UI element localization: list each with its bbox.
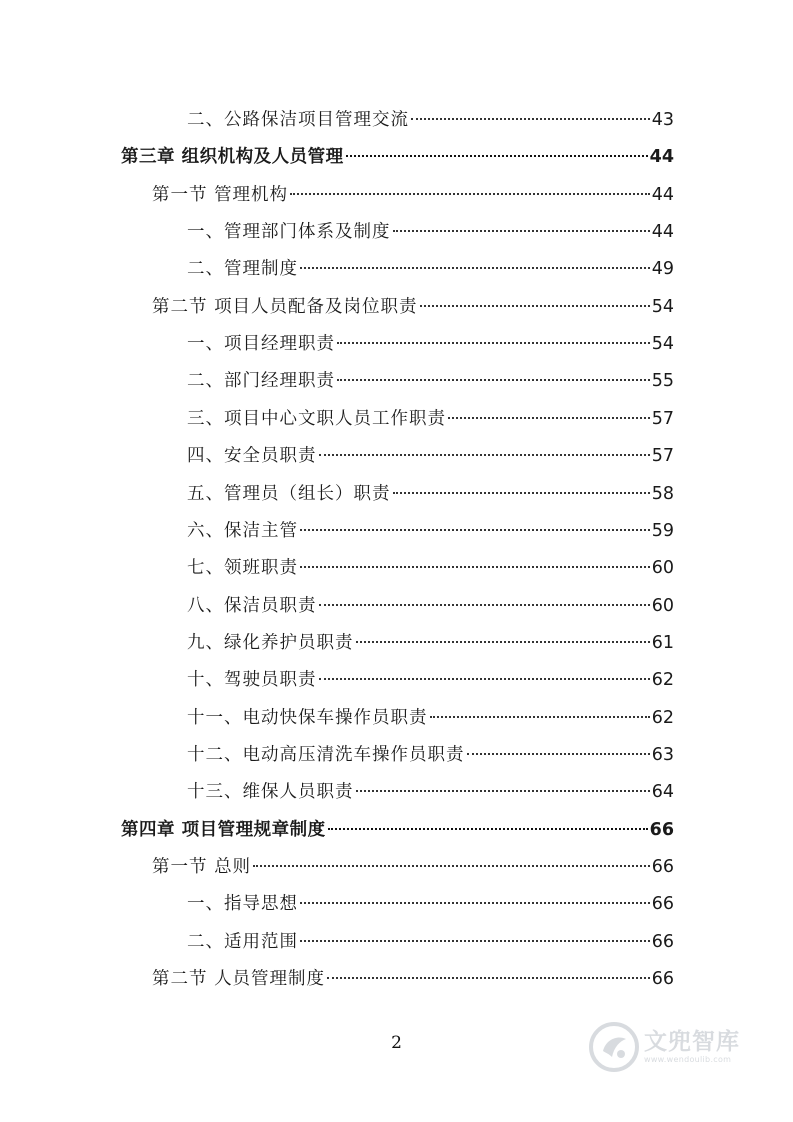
toc-entry-label: 第二节 项目人员配备及岗位职责	[152, 296, 418, 317]
toc-entry-page: 63	[651, 744, 674, 765]
toc-dot-leader	[411, 118, 650, 120]
toc-entry-label: 三、项目中心文职人员工作职责	[187, 408, 446, 429]
toc-entry-page: 57	[651, 408, 674, 429]
toc-entry-page: 66	[651, 931, 674, 952]
toc-dot-leader	[430, 716, 650, 718]
toc-entry-label: 第二节 人员管理制度	[152, 969, 326, 990]
watermark-name: 文兜智库	[644, 1029, 740, 1055]
toc-entry-label: 八、保洁员职责	[187, 595, 317, 616]
toc-entry[interactable]	[187, 482, 674, 506]
toc-dot-leader	[290, 193, 650, 195]
toc-entry[interactable]	[187, 743, 674, 767]
toc-entry-label: 十三、维保人员职责	[187, 782, 354, 803]
toc-dot-leader	[393, 230, 650, 232]
toc-entry[interactable]	[187, 220, 674, 244]
toc-entry-page: 66	[651, 894, 674, 915]
toc-entry-label: 一、项目经理职责	[187, 334, 335, 355]
toc-dot-leader	[337, 342, 650, 344]
toc-entry-page: 57	[651, 446, 674, 467]
toc-dot-leader	[346, 155, 648, 157]
toc-entry-label: 第一节 管理机构	[152, 184, 289, 205]
toc-entry[interactable]	[187, 369, 674, 393]
toc-entry-page: 62	[651, 707, 674, 728]
toc-dot-leader	[253, 865, 650, 867]
toc-dot-leader	[300, 529, 650, 531]
toc-entry[interactable]	[187, 930, 674, 954]
toc-dot-leader	[300, 566, 650, 568]
toc-entry-page: 44	[651, 222, 674, 243]
toc-entry-page: 66	[649, 819, 674, 840]
watermark	[588, 1020, 778, 1074]
toc-dot-leader	[356, 790, 650, 792]
toc-entry-label: 五、管理员（组长）职责	[187, 483, 391, 504]
toc-dot-leader	[337, 379, 650, 381]
toc-entry[interactable]	[152, 967, 674, 991]
toc-dot-leader	[467, 753, 650, 755]
toc-dot-leader	[420, 305, 650, 307]
toc-entry-page: 62	[651, 670, 674, 691]
toc-entry-label: 一、管理部门体系及制度	[187, 222, 391, 243]
toc-entry-label: 四、安全员职责	[187, 446, 317, 467]
toc-entry-label: 二、公路保洁项目管理交流	[187, 110, 409, 130]
toc-dot-leader	[300, 267, 650, 269]
toc-entry[interactable]	[187, 631, 674, 655]
toc-entry-page: 60	[651, 558, 674, 579]
toc-entry-page: 64	[651, 782, 674, 803]
toc-entry[interactable]	[152, 183, 674, 207]
toc-entry[interactable]	[187, 332, 674, 356]
toc-entry-page: 44	[651, 184, 674, 205]
toc-entry[interactable]	[187, 444, 674, 468]
toc-entry-label: 第一节 总则	[152, 857, 252, 877]
toc-entry[interactable]	[187, 257, 674, 281]
toc-entry[interactable]	[187, 668, 674, 692]
toc-entry-label: 第四章 项目管理规章制度	[121, 819, 326, 840]
toc-entry-page: 43	[651, 110, 674, 130]
toc-entry-label: 七、领班职责	[187, 558, 298, 579]
toc-dot-leader	[328, 828, 648, 830]
toc-entry-label: 十、驾驶员职责	[187, 670, 317, 691]
toc-entry-label: 二、部门经理职责	[187, 371, 335, 392]
toc-entry-page: 54	[651, 334, 674, 355]
toc-entry-page: 54	[651, 296, 674, 317]
toc-entry-page: 49	[651, 259, 674, 280]
toc-dot-leader	[319, 678, 650, 680]
toc-dot-leader	[448, 417, 650, 419]
toc-entry-page: 60	[651, 595, 674, 616]
toc-entry-label: 二、管理制度	[187, 259, 298, 280]
toc-entry[interactable]	[187, 706, 674, 730]
toc-entry[interactable]	[152, 855, 674, 879]
toc-entry[interactable]	[187, 407, 674, 431]
toc-entry-label: 二、适用范围	[187, 931, 298, 952]
toc-dot-leader	[300, 940, 650, 942]
toc-entry[interactable]	[187, 519, 674, 543]
toc-dot-leader	[393, 492, 650, 494]
toc-entry[interactable]	[187, 556, 674, 580]
toc-entry[interactable]	[187, 594, 674, 618]
toc-dot-leader	[319, 604, 650, 606]
toc-entry-page: 55	[651, 371, 674, 392]
toc-entry-label: 十一、电动快保车操作员职责	[187, 707, 428, 728]
toc-entry[interactable]	[187, 892, 674, 916]
page-number: 2	[391, 1033, 402, 1053]
toc-entry-label: 九、绿化养护员职责	[187, 632, 354, 653]
toc-entry-page: 58	[651, 483, 674, 504]
toc-entry-label: 第三章 组织机构及人员管理	[121, 147, 344, 168]
toc-entry[interactable]	[187, 108, 674, 132]
toc-dot-leader	[356, 641, 650, 643]
toc-entry[interactable]	[187, 780, 674, 804]
toc-entry-label: 十二、电动高压清洗车操作员职责	[187, 744, 465, 765]
toc-entry[interactable]	[121, 145, 674, 169]
toc-entry-page: 44	[649, 147, 674, 168]
toc-entry-page: 66	[651, 857, 674, 877]
toc-entry[interactable]	[121, 818, 674, 842]
toc-dot-leader	[300, 902, 650, 904]
toc-entry-page: 66	[651, 969, 674, 990]
toc-dot-leader	[327, 977, 650, 979]
toc-dot-leader	[319, 454, 650, 456]
toc-entry-page: 59	[651, 520, 674, 541]
toc-entry-page: 61	[651, 632, 674, 653]
toc-entry-label: 六、保洁主管	[187, 520, 298, 541]
toc-entry[interactable]	[152, 295, 674, 319]
wendou-logo-icon	[588, 1021, 640, 1073]
toc-entry-label: 一、指导思想	[187, 894, 298, 915]
watermark-url: www.wendoulib.com	[644, 1055, 732, 1064]
